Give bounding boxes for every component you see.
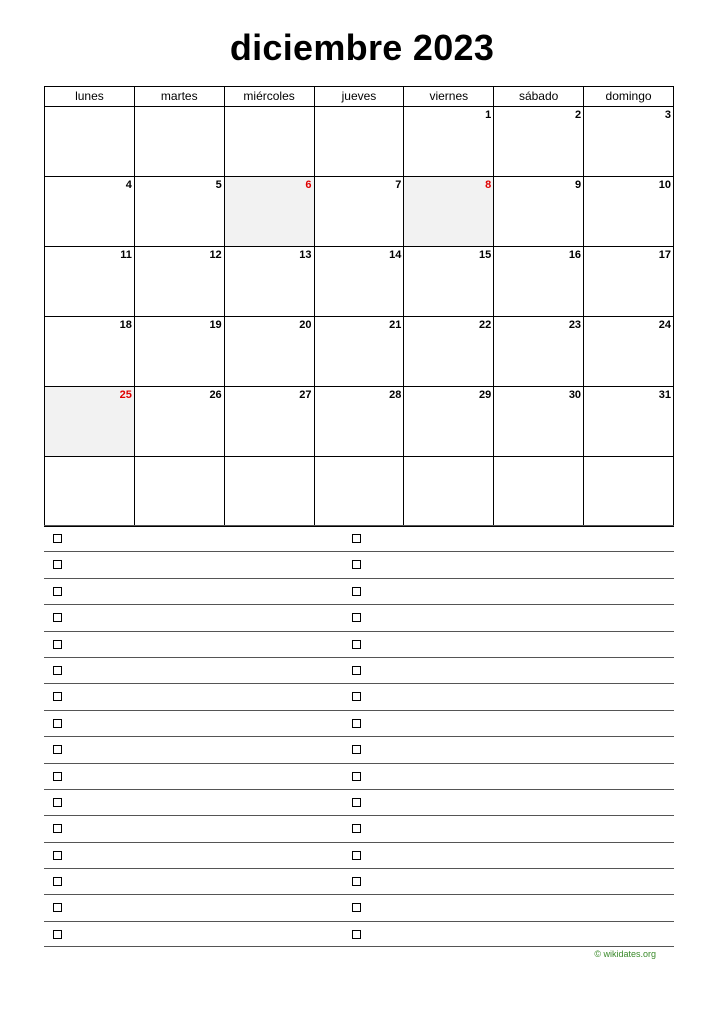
week-row [45,317,674,387]
day-number: 7 [395,179,402,191]
day-number: 31 [658,389,671,401]
day-cell[interactable] [314,317,404,387]
day-cell[interactable] [314,107,404,177]
checkbox-icon[interactable] [352,560,361,569]
week-row [45,177,674,247]
note-row [44,763,674,789]
day-number: 24 [658,319,671,331]
day-cell[interactable] [45,177,135,247]
day-number: 2 [574,109,582,121]
week-row [45,387,674,457]
checkbox-icon[interactable] [352,666,361,675]
day-number: 26 [209,389,222,401]
day-number: 19 [209,319,222,331]
checkbox-icon[interactable] [352,824,361,833]
note-row [44,578,674,604]
day-cell[interactable] [134,247,224,317]
day-number: 16 [568,249,582,261]
checkbox-icon[interactable] [352,851,361,860]
checkbox-icon[interactable] [53,587,62,596]
note-row [44,868,674,894]
day-number: 1 [485,109,492,121]
day-cell[interactable] [584,107,674,177]
day-cell[interactable] [45,247,135,317]
checkbox-icon[interactable] [352,719,361,728]
note-row [44,789,674,815]
checkbox-icon[interactable] [352,640,361,649]
checkbox-icon[interactable] [53,745,62,754]
weekday-header: viernes [404,87,494,107]
day-cell[interactable] [224,457,314,527]
day-cell[interactable] [134,107,224,177]
day-cell[interactable] [45,317,135,387]
note-row [44,842,674,868]
notes-checklist [44,525,674,947]
checkbox-icon[interactable] [352,692,361,701]
note-row [44,604,674,630]
note-row [44,683,674,709]
day-number: 11 [120,249,132,261]
day-cell[interactable] [584,177,674,247]
day-cell[interactable] [224,387,314,457]
note-row [44,525,674,551]
day-cell[interactable] [584,247,674,317]
day-number: 20 [299,319,312,331]
checkbox-icon[interactable] [352,613,361,622]
day-number: 30 [568,389,582,401]
day-cell[interactable] [494,247,584,317]
note-row [44,921,674,947]
day-cell[interactable] [404,247,494,317]
weekday-header-row [45,87,674,107]
note-row [44,736,674,762]
day-cell[interactable] [494,457,584,527]
weekday-header: jueves [314,87,404,107]
day-cell[interactable] [404,107,494,177]
checkbox-icon[interactable] [352,772,361,781]
day-number: 17 [658,249,671,261]
day-number: 8 [485,179,492,191]
day-number: 27 [299,389,312,401]
day-cell[interactable] [404,457,494,527]
day-cell[interactable] [45,387,135,457]
day-number: 18 [119,319,132,331]
checkbox-icon[interactable] [53,692,62,701]
day-cell[interactable] [494,387,584,457]
day-cell[interactable] [584,457,674,527]
checkbox-icon[interactable] [53,851,62,860]
weekday-header: sábado [494,87,584,107]
day-cell[interactable] [134,457,224,527]
calendar-grid [44,86,674,527]
day-cell[interactable] [314,247,404,317]
checkbox-icon[interactable] [352,587,361,596]
day-cell[interactable] [404,177,494,247]
day-cell[interactable] [314,457,404,527]
day-cell[interactable] [134,317,224,387]
week-row [45,457,674,527]
day-cell[interactable] [224,247,314,317]
page-title: diciembre 2023 [229,27,495,68]
day-cell[interactable] [224,177,314,247]
checkbox-icon[interactable] [53,666,62,675]
day-cell[interactable] [584,387,674,457]
day-number: 29 [478,389,492,401]
day-number: 9 [574,179,582,191]
day-number: 28 [389,389,402,401]
day-cell[interactable] [404,317,494,387]
weekday-header: miércoles [224,87,314,107]
day-number: 5 [215,179,222,191]
checkbox-icon[interactable] [53,534,62,543]
week-row [45,247,674,317]
note-row [44,710,674,736]
day-cell[interactable] [314,387,404,457]
day-cell[interactable] [45,107,135,177]
week-row [45,107,674,177]
checkbox-icon[interactable] [53,772,62,781]
checkbox-icon[interactable] [53,560,62,569]
day-cell[interactable] [494,317,584,387]
day-cell[interactable] [134,177,224,247]
day-cell[interactable] [45,457,135,527]
checkbox-icon[interactable] [53,719,62,728]
day-cell[interactable] [224,107,314,177]
day-number: 14 [389,249,402,261]
day-number: 22 [478,319,492,331]
weekday-header: lunes [45,87,135,107]
day-cell[interactable] [134,387,224,457]
day-cell[interactable] [404,387,494,457]
day-number: 3 [664,109,671,121]
note-row [44,551,674,577]
checkbox-icon[interactable] [352,798,361,807]
day-number: 6 [305,179,312,191]
day-number: 21 [389,319,402,331]
checkbox-icon[interactable] [352,877,361,886]
checkbox-icon[interactable] [352,534,361,543]
day-cell[interactable] [224,317,314,387]
checkbox-icon[interactable] [352,903,361,912]
checkbox-icon[interactable] [352,745,361,754]
weekday-header: domingo [584,87,674,107]
day-cell[interactable] [494,177,584,247]
checkbox-icon[interactable] [53,640,62,649]
day-number: 23 [568,319,582,331]
day-cell[interactable] [494,107,584,177]
note-row [44,815,674,841]
checkbox-icon[interactable] [53,798,62,807]
day-number: 13 [299,249,312,261]
day-cell[interactable] [314,177,404,247]
day-number: 25 [119,389,132,401]
note-row [44,631,674,657]
checkbox-icon[interactable] [352,930,361,939]
footer-credit: © wikidates.org [594,949,656,959]
checkbox-icon[interactable] [53,930,62,939]
weekday-header: martes [134,87,224,107]
day-number: 15 [478,249,492,261]
day-number: 10 [658,179,671,191]
note-row [44,894,674,920]
checkbox-icon[interactable] [53,903,62,912]
day-number: 4 [125,179,132,191]
checkbox-icon[interactable] [53,613,62,622]
checkbox-icon[interactable] [53,877,62,886]
checkbox-icon[interactable] [53,824,62,833]
day-number: 12 [209,249,222,261]
day-cell[interactable] [584,317,674,387]
note-row [44,657,674,683]
